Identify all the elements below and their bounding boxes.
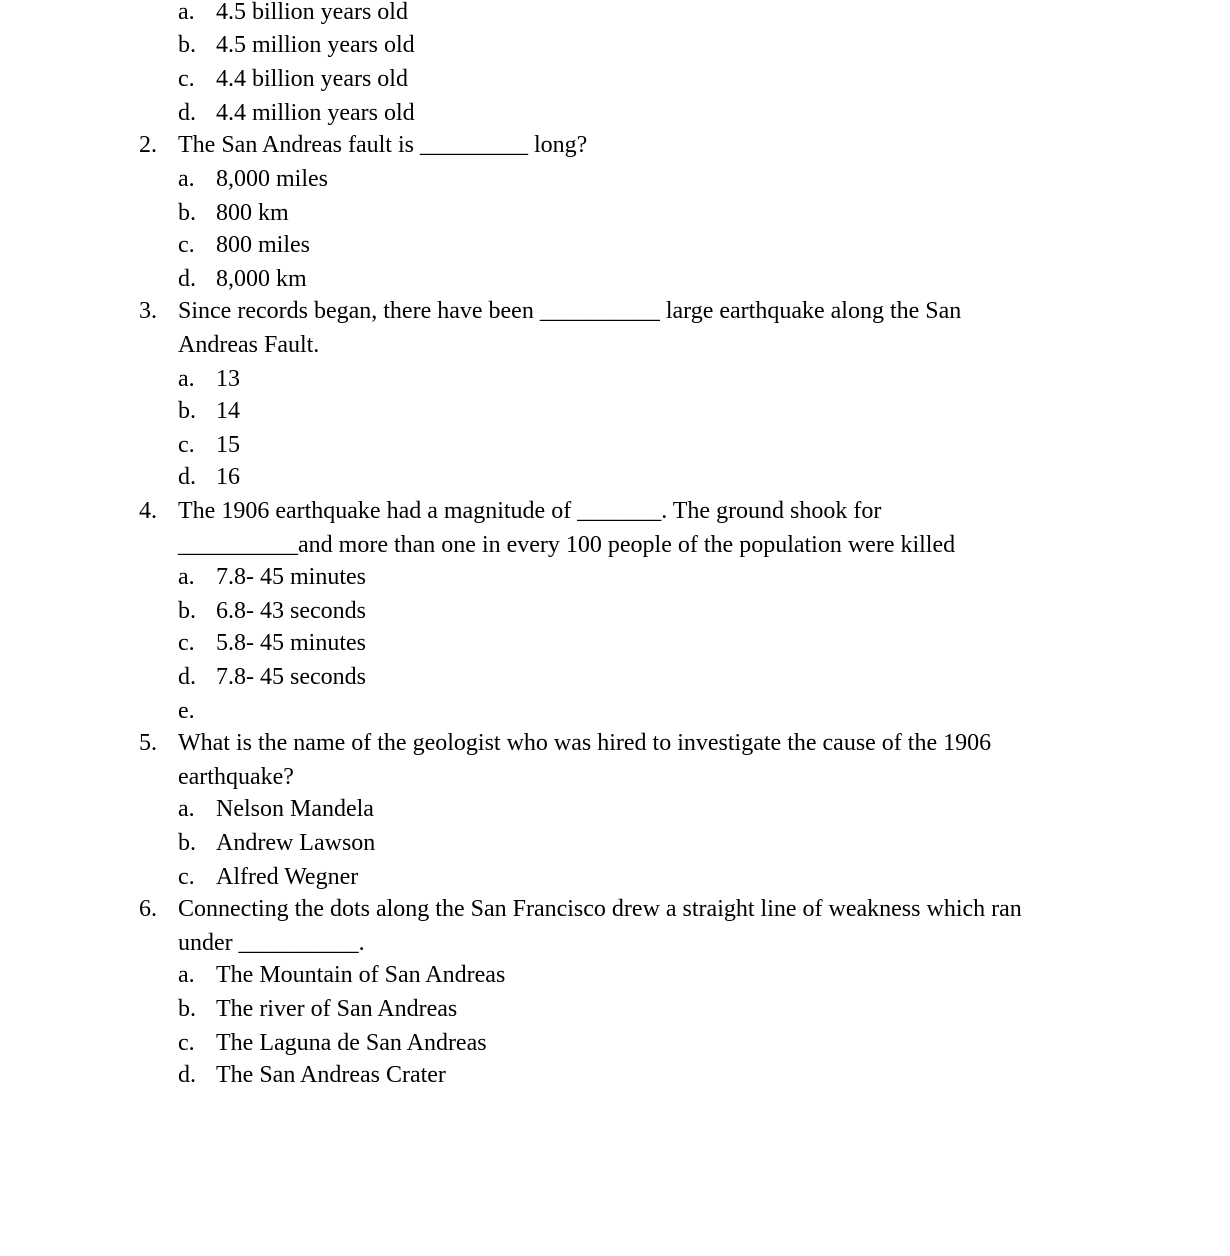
option-text: 4.5 million years old <box>216 32 415 58</box>
question-text-continued: Andreas Fault. <box>178 332 320 358</box>
option-letter: c. <box>178 864 195 890</box>
option-letter: d. <box>178 1062 196 1088</box>
option-text: 7.8- 45 seconds <box>216 664 366 690</box>
option-text: 5.8- 45 minutes <box>216 630 366 656</box>
option-letter: a. <box>178 962 195 988</box>
question-number: 5. <box>139 730 157 756</box>
option-letter: c. <box>178 66 195 92</box>
option-letter: b. <box>178 32 196 58</box>
option-letter: b. <box>178 996 196 1022</box>
option-letter: e. <box>178 698 195 724</box>
option-text: 800 km <box>216 200 289 226</box>
option-text: 4.5 billion years old <box>216 0 408 25</box>
question-number: 3. <box>139 298 157 324</box>
question-text: Connecting the dots along the San Francisco drew a straight line of weakness which ran <box>178 896 1022 922</box>
option-text: 7.8- 45 minutes <box>216 564 366 590</box>
option-letter: d. <box>178 664 196 690</box>
option-letter: a. <box>178 564 195 590</box>
option-text: 13 <box>216 366 240 392</box>
question-text: The San Andreas fault is _________ long? <box>178 132 588 158</box>
option-text: Andrew Lawson <box>216 830 376 856</box>
option-letter: b. <box>178 200 196 226</box>
option-letter: a. <box>178 796 195 822</box>
question-number: 4. <box>139 498 157 524</box>
option-letter: c. <box>178 432 195 458</box>
option-text: 16 <box>216 464 240 490</box>
option-text: 4.4 billion years old <box>216 66 408 92</box>
question-text-continued: __________and more than one in every 100 people of the population were killed <box>178 532 956 558</box>
option-letter: c. <box>178 630 195 656</box>
option-text: 8,000 km <box>216 266 307 292</box>
option-text: The Laguna de San Andreas <box>216 1030 487 1056</box>
option-text: 15 <box>216 432 240 458</box>
option-letter: b. <box>178 598 196 624</box>
option-text: Alfred Wegner <box>216 864 359 890</box>
option-letter: b. <box>178 830 196 856</box>
option-letter: b. <box>178 398 196 424</box>
option-letter: a. <box>178 0 195 25</box>
question-text: The 1906 earthquake had a magnitude of _______. The ground shook for <box>178 498 882 524</box>
question-number: 2. <box>139 132 157 158</box>
option-letter: d. <box>178 266 196 292</box>
option-text: 4.4 million years old <box>216 100 415 126</box>
option-letter: a. <box>178 166 195 192</box>
question-number: 6. <box>139 896 157 922</box>
question-text: What is the name of the geologist who was hired to investigate the cause of the 1906 <box>178 730 992 756</box>
option-letter: c. <box>178 232 195 258</box>
question-text: Since records began, there have been __________ large earthquake along the San <box>178 298 962 324</box>
option-letter: c. <box>178 1030 195 1056</box>
option-text: The river of San Andreas <box>216 996 458 1022</box>
option-text: 6.8- 43 seconds <box>216 598 366 624</box>
question-text-continued: under __________. <box>178 930 365 956</box>
option-text: Nelson Mandela <box>216 796 374 822</box>
option-text: The Mountain of San Andreas <box>216 962 506 988</box>
question-text-continued: earthquake? <box>178 764 294 790</box>
option-letter: d. <box>178 100 196 126</box>
option-text: 14 <box>216 398 240 424</box>
option-letter: a. <box>178 366 195 392</box>
option-text: The San Andreas Crater <box>216 1062 446 1088</box>
option-text: 800 miles <box>216 232 310 258</box>
option-text: 8,000 miles <box>216 166 328 192</box>
option-letter: d. <box>178 464 196 490</box>
